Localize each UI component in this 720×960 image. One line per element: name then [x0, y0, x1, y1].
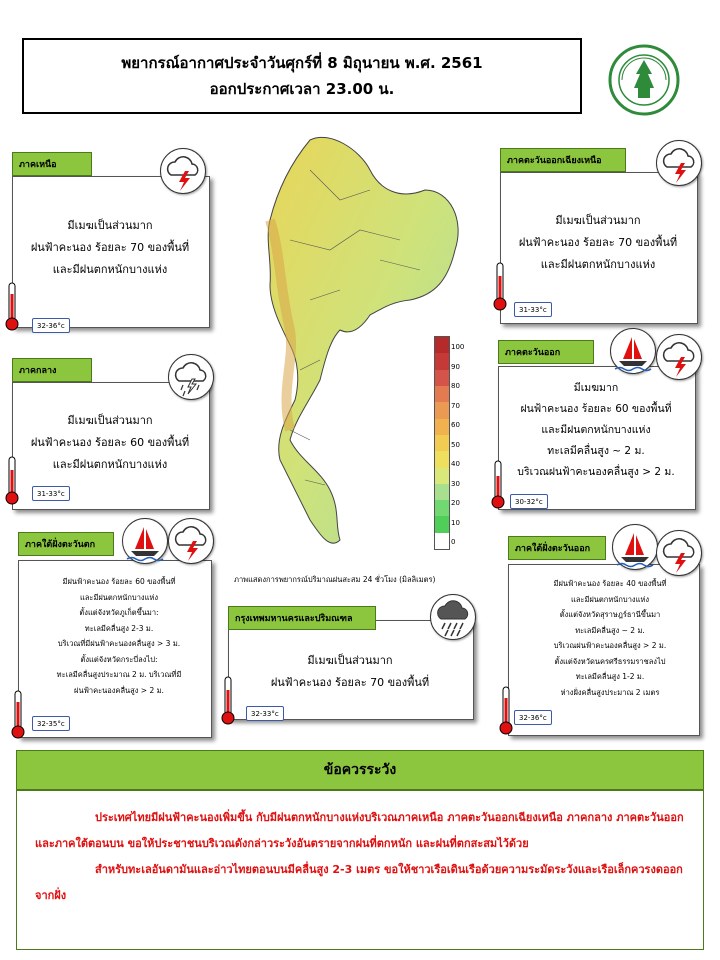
thunderstorm-icon [657, 141, 701, 185]
warning-body [16, 790, 704, 950]
heavy-rain-icon [431, 595, 475, 639]
south-west-storm-icon-wrap [168, 518, 214, 564]
thunderstorm-icon [657, 335, 701, 379]
forecast-line: มีเมฆเป็นส่วนมาก [67, 219, 153, 232]
title-box [22, 38, 582, 114]
central-icon [168, 354, 214, 400]
scale-swatch [435, 516, 449, 532]
south-east-label: ภาคใต้ฝั่งตะวันออก [508, 536, 606, 560]
east-storm-icon-wrap [656, 334, 702, 380]
forecast-line: ทะเลมีคลื่นสูง ~ 2 ม. [547, 445, 645, 457]
scale-swatch [435, 451, 449, 467]
northeast-temp: 31-33°c [514, 302, 552, 317]
forecast-line: มีเมฆมาก [573, 382, 619, 394]
page-title: พยากรณ์อากาศประจำวันศุกร์ที่ 8 มิถุนายน พ.ศ. 2561 [121, 54, 483, 72]
forecast-line: มีฝนฟ้าคะนอง ร้อยละ 60 ของพื้นที่ [62, 577, 176, 586]
scale-label: 70 [451, 401, 460, 410]
tmd-logo [608, 44, 680, 116]
rain-scale [434, 336, 450, 550]
forecast-line: ฝนฟ้าคะนอง ร้อยละ 60 ของพื้นที่ [30, 436, 190, 449]
east-label: ภาคตะวันออก [498, 340, 594, 364]
scale-swatch [435, 500, 449, 516]
scale-swatch [435, 402, 449, 418]
scale-label: 40 [451, 460, 460, 468]
forecast-line: ทะเลมีคลื่นสูง ~ 2 ม. [575, 625, 645, 635]
bangkok-icon [430, 594, 476, 640]
forecast-line: และมีฝนตกหนักบางแห่ง [540, 258, 656, 271]
warning-title: ข้อควรระวัง [16, 750, 704, 790]
central-forecast [16, 410, 204, 476]
thermometer-icon [492, 262, 508, 312]
scale-label: 0 [451, 538, 456, 546]
south-east-temp: 32-36°c [514, 710, 552, 725]
forecast-line: มีเมฆเป็นส่วนมาก [67, 414, 153, 427]
scale-label: 90 [451, 362, 460, 371]
north-label: ภาคเหนือ [12, 152, 92, 176]
forecast-line: ตั้งแต่จังหวัดสุราษฎร์ธานีขึ้นมา [559, 610, 661, 619]
scale-swatch [435, 435, 449, 451]
bangkok-label: กรุงเทพมหานครและปริมณฑล [228, 606, 376, 630]
scale-swatch [435, 337, 449, 353]
forecast-line: ฝนฟ้าคะนอง ร้อยละ 70 ของพื้นที่ [270, 676, 430, 689]
forecast-line: ตั้งแต่จังหวัดภูเก็ตขึ้นมา: [79, 608, 159, 617]
forecast-line: ตั้งแต่จังหวัดกระบี่ลงไป: [80, 654, 158, 664]
northeast-icon [656, 140, 702, 186]
thunderstorm-icon [169, 519, 213, 563]
south-west-temp: 32-35°c [32, 716, 70, 731]
bangkok-temp: 32-33°c [246, 706, 284, 721]
forecast-line: ฝนฟ้าคะนอง ร้อยละ 70 ของพื้นที่ [518, 236, 678, 249]
south-east-storm-icon-wrap [656, 530, 702, 576]
forecast-line: และมีฝนตกหนักบางแห่ง [541, 424, 651, 436]
scale-label: 60 [451, 421, 460, 429]
scale-label: 10 [451, 518, 460, 527]
north-forecast [16, 215, 204, 281]
forecast-line: ห่างฝั่งคลื่นสูงประมาณ 2 เมตร [560, 687, 660, 697]
forecast-line: และมีฝนตกหนักบางแห่ง [52, 458, 168, 471]
scale-swatch [435, 419, 449, 435]
scale-labels [451, 338, 471, 553]
forecast-line: มีเมฆเป็นส่วนมาก [555, 214, 641, 227]
south-west-forecast [34, 574, 204, 698]
thermometer-icon [490, 460, 506, 510]
forecast-line: และมีฝนตกหนักบางแห่ง [79, 592, 159, 602]
forecast-line: ตั้งแต่จังหวัดนครศรีธรรมราชลงไป [554, 656, 666, 666]
forecast-line: ทะเลมีคลื่นสูง 2-3 ม. [84, 623, 154, 633]
forecast-line: มีเมฆเป็นส่วนมาก [307, 654, 393, 667]
warning-paragraph: ประเทศไทยมีฝนฟ้าคะนองเพิ่มขึ้น กับมีฝนตกหนักบางแห่งบริเวณภาคเหนือ ภาคตะวันออกเฉียงเหนือ ภาคกลาง ภาคตะวันออก และภาคใต้ตอนบน ขอให้ประชาชนบริเวณดังกล่าวระวังอันตรายจากฝนที่ตกหนัก และฝนที่ตกสะสมไว้ด้วย [35, 811, 684, 850]
forecast-line: บริเวณฝนฟ้าคะนองคลื่นสูง > 2 ม. [517, 466, 675, 478]
central-temp: 31-33°c [32, 486, 70, 501]
thunderstorm-icon [161, 149, 205, 193]
thermometer-icon [4, 456, 20, 506]
scale-swatch [435, 386, 449, 402]
east-forecast [502, 378, 690, 483]
forecast-line: มีฝนฟ้าคะนอง ร้อยละ 40 ของพื้นที่ [553, 579, 667, 588]
thermometer-icon [10, 690, 26, 740]
forecast-line: บริเวณฝนฟ้าคะนองคลื่นสูง > 2 ม. [553, 641, 667, 650]
warning-paragraph: สำหรับทะเลอันดามันและอ่าวไทยตอนบนมีคลื่นสูง 2-3 เมตร ขอให้ชาวเรือเดินเรือด้วยความระมัดระวังและเรือเล็กควรงดออกจากฝั่ง [35, 863, 683, 902]
thunderstorm-icon [169, 355, 213, 399]
thunderstorm-icon [657, 531, 701, 575]
thermometer-icon [220, 676, 236, 726]
scale-label: 20 [451, 499, 460, 507]
scale-swatch [435, 353, 449, 369]
forecast-line: และมีฝนตกหนักบางแห่ง [52, 263, 168, 276]
east-temp: 30-32°c [510, 494, 548, 509]
forecast-line: ฝนฟ้าคะนองคลื่นสูง > 2 ม. [74, 685, 164, 695]
south-west-boat-icon-wrap [122, 518, 168, 564]
boat-icon [611, 329, 655, 373]
bangkok-forecast [232, 650, 468, 694]
east-boat-icon-wrap [610, 328, 656, 374]
south-west-label: ภาคใต้ฝั่งตะวันตก [18, 532, 114, 556]
scale-swatch [435, 484, 449, 500]
thermometer-icon [4, 282, 20, 332]
scale-swatch [435, 370, 449, 386]
south-east-boat-icon-wrap [612, 524, 658, 570]
map-caption: ภาพแสดงการพยากรณ์ปริมาณฝนสะสม 24 ชั่วโมง (มิลลิเมตร) [234, 575, 436, 584]
scale-label: 100 [451, 343, 465, 351]
scale-label: 80 [451, 382, 460, 390]
north-icon [160, 148, 206, 194]
boat-icon [613, 525, 657, 569]
northeast-forecast [504, 210, 692, 276]
forecast-line: บริเวณที่มีฝนฟ้าคะนองคลื่นสูง > 3 ม. [57, 639, 181, 648]
south-east-forecast [526, 576, 694, 700]
issue-time: ออกประกาศเวลา 23.00 น. [209, 80, 395, 98]
forecast-line: ทะเลมีคลื่นสูงประมาณ 2 ม. บริเวณที่มี [56, 670, 182, 679]
boat-icon [123, 519, 167, 563]
forecast-line: ฝนฟ้าคะนอง ร้อยละ 60 ของพื้นที่ [520, 403, 672, 415]
northeast-label: ภาคตะวันออกเฉียงเหนือ [500, 148, 626, 172]
scale-label: 50 [451, 440, 460, 449]
thermometer-icon [498, 686, 514, 736]
scale-swatch [435, 533, 449, 549]
forecast-line: และมีฝนตกหนักบางแห่ง [570, 594, 650, 604]
forecast-line: ฝนฟ้าคะนอง ร้อยละ 70 ของพื้นที่ [30, 241, 190, 254]
scale-swatch [435, 468, 449, 484]
central-label: ภาคกลาง [12, 358, 92, 382]
scale-label: 30 [451, 479, 460, 488]
north-temp: 32-36°c [32, 318, 70, 333]
forecast-line: ทะเลมีคลื่นสูง 1-2 ม. [575, 672, 645, 681]
